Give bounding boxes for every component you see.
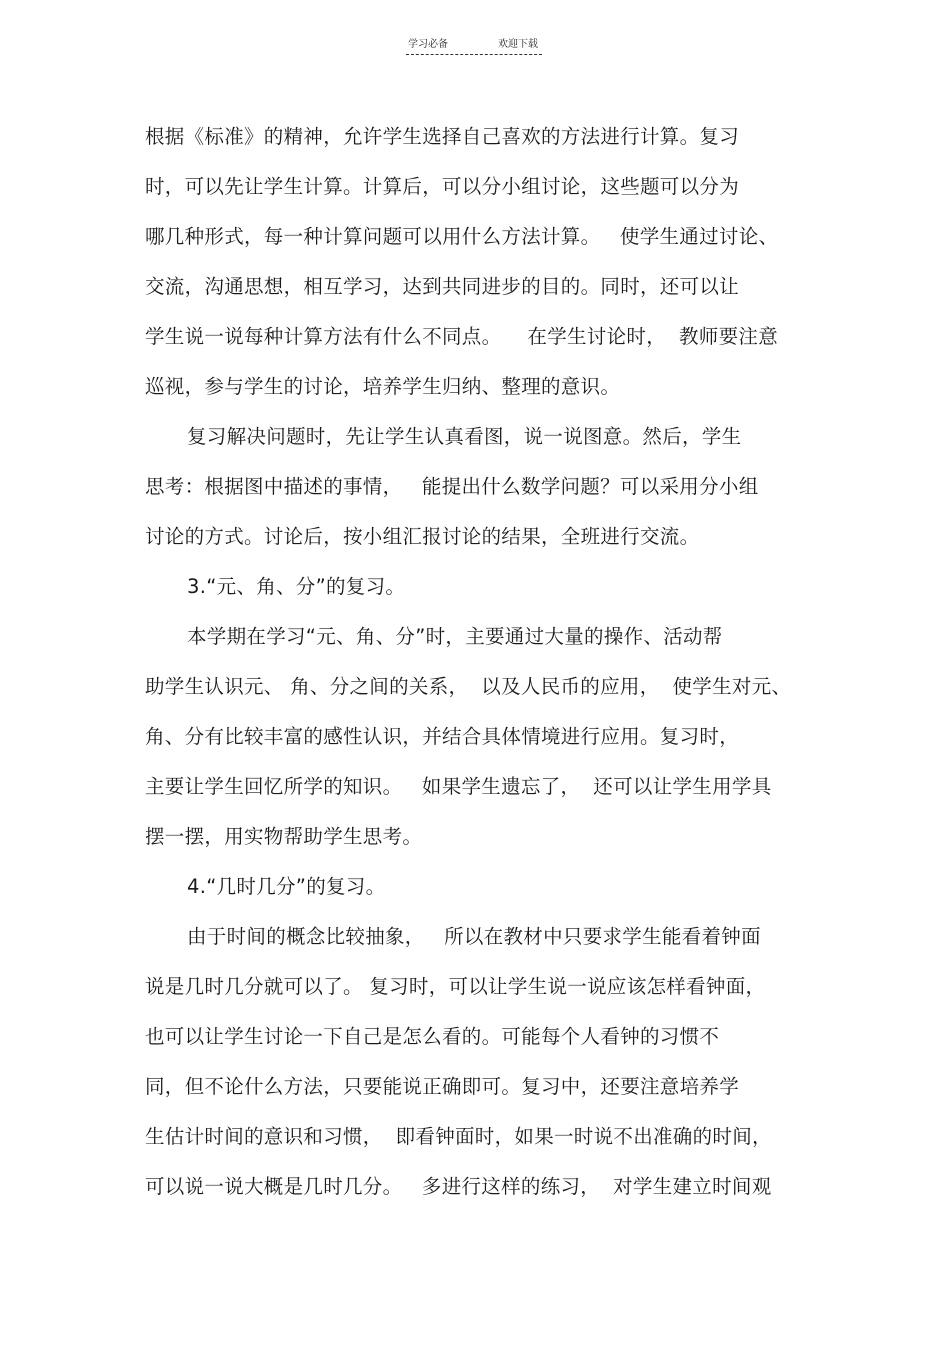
text-line: 助学生认识元、 角、分之间的关系， 以及人民币的应用， 使学生对元、	[145, 675, 792, 698]
text-line: 也可以让学生讨论一下自己是怎么看的。可能每个人看钟的习惯不	[145, 1025, 720, 1048]
section-heading: 4.“几时几分”的复习。	[187, 875, 386, 898]
text-line: 交流，沟通思想，相互学习，达到共同进步的目的。同时，还可以让	[145, 275, 740, 298]
text-line: 由于时间的概念比较抽象， 所以在教材中只要求学生能看着钟面	[187, 925, 761, 948]
text-line: 主要让学生回忆所学的知识。 如果学生遗忘了， 还可以让学生用学具	[145, 775, 772, 798]
text-line: 讨论的方式。讨论后，按小组汇报讨论的结果，全班进行交流。	[145, 525, 700, 548]
text-line: 根据《标准》的精神，允许学生选择自己喜欢的方法进行计算。复习	[145, 125, 740, 148]
text-line: 思考：根据图中描述的事情， 能提出什么数学问题？可以采用分小组	[145, 475, 759, 498]
text-line: 时，可以先让学生计算。计算后，可以分小组讨论，这些题可以分为	[145, 175, 740, 198]
header-left-text: 学习必备	[408, 39, 448, 50]
page-header	[406, 38, 542, 58]
header-right-text: 欢迎下载	[498, 39, 538, 50]
text-line: 说是几时几分就可以了。 复习时，可以让学生说一说应该怎样看钟面，	[145, 975, 766, 998]
text-line: 哪几种形式，每一种计算问题可以用什么方法计算。 使学生通过讨论、	[145, 225, 779, 248]
section-heading: 3.“元、角、分”的复习。	[187, 575, 406, 598]
text-line: 可以说一说大概是几时几分。 多进行这样的练习， 对学生建立时间观	[145, 1175, 772, 1198]
text-line: 角、分有比较丰富的感性认识，并结合具体情境进行应用。复习时，	[145, 725, 740, 748]
text-line: 生估计时间的意识和习惯， 即看钟面时，如果一时说不出准确的时间，	[145, 1125, 772, 1148]
text-line: 同，但不论什么方法，只要能说正确即可。复习中，还要注意培养学	[145, 1075, 740, 1098]
text-line: 学生说一说每种计算方法有什么不同点。 在学生讨论时， 教师要注意	[145, 325, 778, 348]
text-line: 摆一摆，用实物帮助学生思考。	[145, 825, 423, 848]
header-divider	[406, 54, 542, 55]
text-line: 复习解决问题时，先让学生认真看图，说一说图意。然后，学生	[187, 425, 742, 448]
text-line: 巡视，参与学生的讨论，培养学生归纳、整理的意识。	[145, 375, 621, 398]
text-line: 本学期在学习“元、角、分”时，主要通过大量的操作、活动帮	[187, 625, 723, 648]
